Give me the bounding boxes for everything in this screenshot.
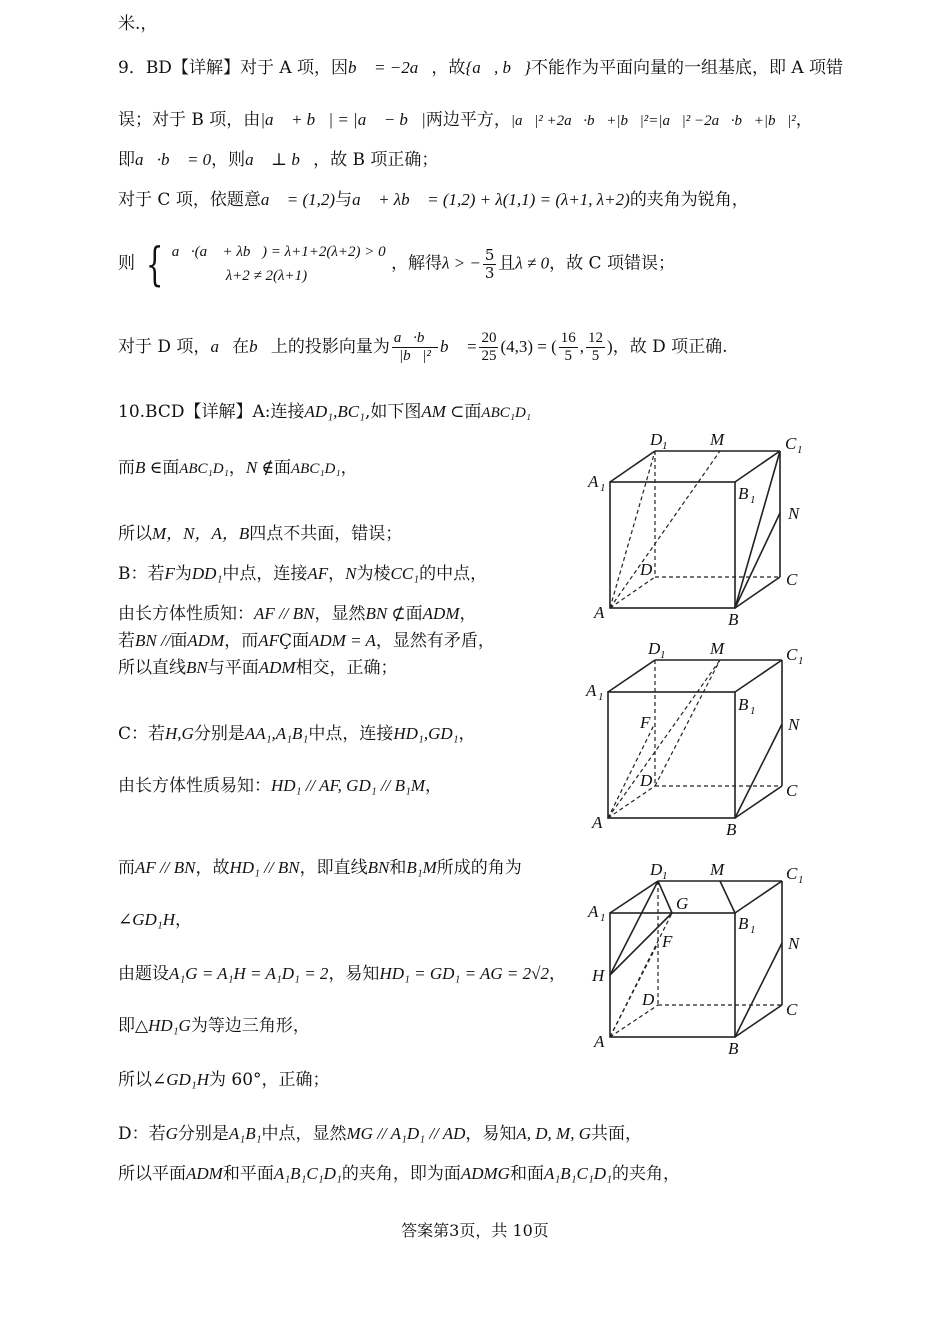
svg-text:1: 1 (662, 440, 668, 452)
text-line-10a-3: 所以M，N，A，B四点不共面，错误； (118, 524, 403, 544)
text-line-10c-5: 由题设A₁G = A₁H = A₁D₁ = 2，易知HD₁ = GD₁ = AG = 2√2， (118, 964, 566, 984)
label-m: M (710, 430, 725, 449)
label-d: D (642, 990, 655, 1009)
text-line-q9: 9．BD【详解】对于 A 项，因b⃗ = −2a⃗，故{a⃗, b⃗}不能作为平面向量的一组基底，即 A 项错 (118, 58, 844, 78)
text-line-10c-4: ∠GD₁H， (118, 910, 192, 930)
svg-text:1: 1 (662, 870, 668, 882)
cube-figure-1 (580, 425, 820, 639)
text-line-10c-1: C：若H,G分别是AA₁,A₁B₁中点，连接HD₁,GD₁， (118, 724, 476, 744)
text-line-10d-1: D：若G分别是A₁B₁中点，显然MG // A₁D₁ // AD，易知A, D, M, G共面， (118, 1124, 642, 1144)
svg-text:1: 1 (600, 912, 606, 924)
label-b1: B (738, 695, 749, 714)
label-c1: C (786, 864, 798, 883)
text-line-q10: 10.BCD【详解】A:连接AD₁,BC₁,如下图AM ⊂面ABC₁D₁ (118, 402, 532, 422)
text-line-10b-4: 所以直线BN与平面ADM相交，正确； (118, 658, 398, 678)
label-b: B (726, 820, 737, 839)
svg-text:1: 1 (750, 705, 756, 717)
text-line-10b-3: 若BN //面ADM，而AFÇ面ADM = A，显然有矛盾， (118, 631, 495, 651)
svg-text:1: 1 (750, 924, 756, 936)
label-f: F (662, 932, 673, 951)
label-c: C (786, 781, 798, 800)
label-m: M (710, 860, 725, 879)
text-line-10b-1: B：若F为DD₁中点，连接AF，N为棱CC₁的中点， (118, 564, 488, 584)
text-line-b-option: 误；对于 B 项，由|a⃗ + b⃗| = |a⃗ − b⃗|两边平方，|a⃗|² +2a⃗·b⃗+|b⃗|²=|a⃗|² −2a⃗·b⃗+|b⃗|²， (118, 110, 813, 130)
svg-text:1: 1 (797, 444, 803, 456)
cube-figure-2 (580, 636, 820, 850)
label-f: F (640, 713, 651, 732)
label-a: A (594, 603, 605, 622)
text-line-10c-2: 由长方体性质易知：HD₁ // AF, GD₁ // B₁M， (118, 776, 443, 796)
label-b1: B (738, 914, 749, 933)
text-line-d-option: 对于 D 项，a⃗在b⃗上的投影向量为 $\frac{a⃗\cdot b⃗}{\text{|b⃗|²}}$ b⃗ = $\frac{20}{25}$ (4,3) = ( $\frac{16}{5}$ , $\frac{12}{5}$ )，故 D 项正确. (118, 330, 728, 364)
label-n: N (788, 715, 800, 734)
label-n: N (788, 934, 800, 953)
label-c: C (786, 1000, 798, 1019)
label-d: D (640, 771, 653, 790)
label-b1: B (738, 484, 749, 503)
label-a1: A (586, 681, 597, 700)
label-n: N (788, 504, 800, 523)
label-c: C (786, 570, 798, 589)
label-d1: D (650, 430, 663, 449)
inequality-system: { a⃗·(a⃗ + λb⃗) = λ+1+2(λ+2) > 0 λ+2 ≠ 2(λ+1) (146, 237, 386, 291)
text-line-b-conclusion: 即a⃗·b⃗ = 0，则a⃗ ⊥ b⃗，故 B 项正确； (118, 150, 439, 170)
svg-text:1: 1 (798, 655, 804, 667)
text-line-10c-7: 所以∠GD₁H为 60°，正确； (118, 1070, 330, 1090)
svg-text:1: 1 (798, 874, 804, 886)
label-g: G (676, 894, 689, 913)
label-a1: A (588, 472, 599, 491)
svg-text:1: 1 (750, 494, 756, 506)
label-c1: C (786, 645, 798, 664)
text-line-10c-6: 即△HD₁G为等边三角形， (118, 1016, 310, 1036)
label-b: B (728, 610, 739, 629)
svg-text:1: 1 (600, 482, 606, 494)
svg-text:1: 1 (660, 649, 666, 661)
text-line-10a-2: 而B ∈面ABC₁D₁，N ∉面ABC₁D₁， (118, 458, 358, 478)
label-a: A (592, 813, 603, 832)
cube-figure-3 (580, 853, 820, 1067)
text-line-10b-2: 由长方体性质知：AF // BN，显然BN ⊄面ADM， (118, 604, 477, 624)
svg-text:1: 1 (598, 691, 604, 703)
text-line-10c-3: 而AF // BN，故HD₁ // BN，即直线BN和B₁M所成的角为 (118, 858, 522, 878)
label-b: B (728, 1039, 739, 1058)
label-d1: D (650, 860, 663, 879)
label-m: M (710, 639, 725, 658)
page-footer: 答案第3页，共 10页 (401, 1221, 549, 1240)
label-d1: D (648, 639, 661, 658)
label-d: D (640, 560, 653, 579)
text-line-0: 米.， (118, 14, 158, 34)
text-line-c-system: 则 { a⃗·(a⃗ + λb⃗) = λ+1+2(λ+2) > 0 λ+2 ≠ 2(λ+1) ，解得λ > − $\frac{5}{3}$ 且λ ≠ 0，故 C 项错误； (118, 237, 675, 291)
label-c1: C (785, 434, 797, 453)
text-line-c-option: 对于 C 项，依题意a⃗ = (1,2)与a⃗ + λb⃗ = (1,2) + λ(1,1) = (λ+1, λ+2)的夹角为锐角， (118, 190, 749, 210)
label-a1: A (588, 902, 599, 921)
label-h: H (592, 966, 605, 985)
label-a: A (594, 1032, 605, 1051)
text-line-10d-2: 所以平面ADM和平面A₁B₁C₁D₁的夹角，即为面ADMG和面A₁B₁C₁D₁的夹角， (118, 1164, 680, 1184)
